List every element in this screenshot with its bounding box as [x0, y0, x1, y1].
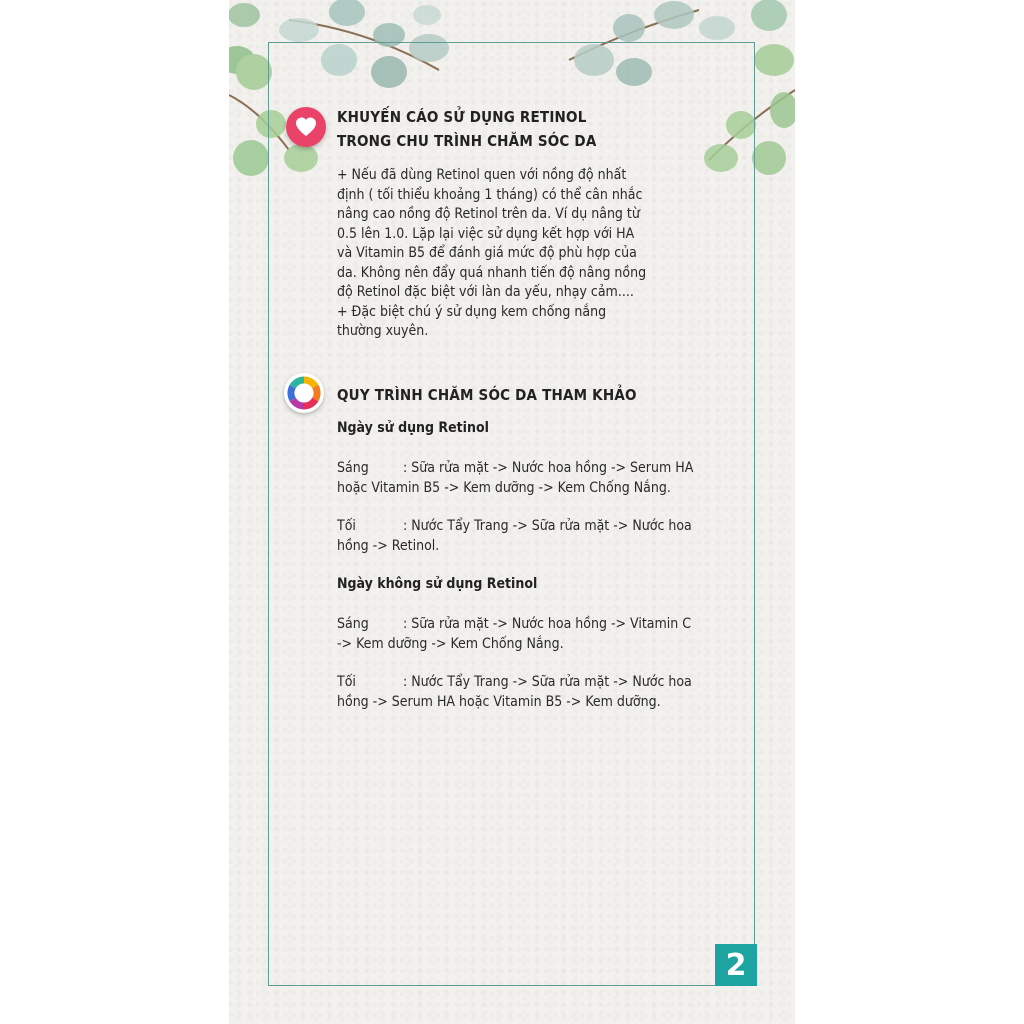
routine-steps: : Nước Tẩy Trang -> Sữa rửa mặt -> Nước hoa	[403, 518, 692, 534]
paragraph-line: và Vitamin B5 để đánh giá mức độ phù hợp của	[337, 245, 637, 261]
routine-steps: hồng -> Serum HA hoặc Vitamin B5 -> Kem dưỡng.	[337, 693, 661, 710]
paragraph-line: nâng cao nồng độ Retinol trên da. Ví dụ nâng từ	[337, 206, 640, 222]
document-page	[229, 0, 795, 1024]
color-ring-icon	[284, 373, 324, 413]
paragraph-line: + Nếu đã dùng Retinol quen với nồng độ nhất	[337, 167, 627, 183]
routine-steps: hoặc Vitamin B5 -> Kem dưỡng -> Kem Chống Nắng.	[337, 479, 671, 496]
paragraph-line: da. Không nên đẩy quá nhanh tiến độ nâng nồng	[337, 264, 647, 281]
routine-label: Tối	[337, 518, 356, 534]
paragraph-line: định ( tối thiểu khoảng 1 tháng) có thể cân nhắc	[337, 186, 643, 203]
page-number: 2	[715, 944, 757, 986]
paragraph-line: + Đặc biệt chú ý sử dụng kem chống nắng	[337, 303, 607, 320]
routine-steps: -> Kem dưỡng -> Kem Chống Nắng.	[337, 635, 564, 652]
routine-label: Sáng	[337, 460, 369, 476]
non-retinol-day-heading: Ngày không sử dụng Retinol	[337, 576, 538, 592]
paragraph-line: độ Retinol đặc biệt với làn da yếu, nhạy cảm....	[337, 284, 634, 300]
routine-steps: : Nước Tẩy Trang -> Sữa rửa mặt -> Nước hoa	[403, 674, 692, 690]
routine-label: Sáng	[337, 616, 369, 632]
retinol-day-morning	[337, 459, 747, 498]
retinol-day-evening	[337, 517, 747, 556]
routine-steps: : Sữa rửa mặt -> Nước hoa hồng -> Serum HA	[403, 460, 694, 476]
non-retinol-day-evening	[337, 673, 747, 712]
routine-steps: hồng -> Retinol.	[337, 537, 440, 554]
section1-title-line1: KHUYẾN CÁO SỬ DỤNG RETINOL	[337, 108, 587, 126]
section1-title-line2: TRONG CHU TRÌNH CHĂM SÓC DA	[337, 132, 597, 150]
retinol-day-heading: Ngày sử dụng Retinol	[337, 420, 489, 436]
routine-steps: : Sữa rửa mặt -> Nước hoa hồng -> Vitamin C	[403, 616, 692, 632]
routine-label: Tối	[337, 674, 356, 690]
section1-paragraph	[337, 166, 737, 342]
paragraph-line: thường xuyên.	[337, 323, 429, 339]
section2-title: QUY TRÌNH CHĂM SÓC DA THAM KHẢO	[337, 386, 637, 404]
heart-icon	[286, 107, 326, 147]
paragraph-line: 0.5 lên 1.0. Lặp lại việc sử dụng kết hợp với HA	[337, 225, 635, 242]
non-retinol-day-morning	[337, 615, 747, 654]
